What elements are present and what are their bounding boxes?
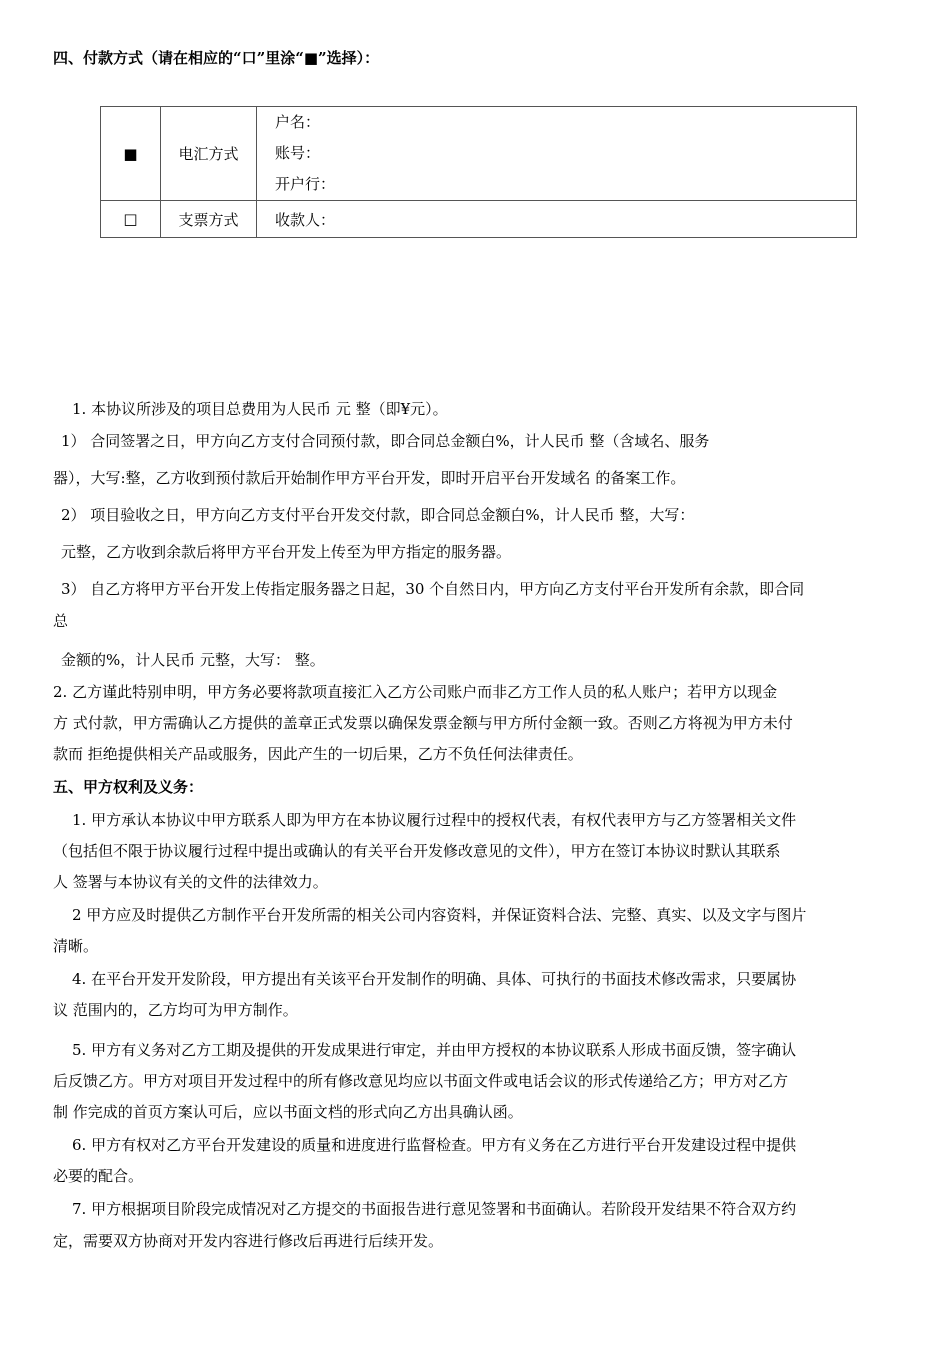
obligation-line: 制 作完成的首页方案认可后，应以书面文档的形式向乙方出具确认函。 bbox=[53, 1103, 523, 1121]
bank-field[interactable]: 开户行： bbox=[275, 175, 336, 193]
obligation-line: （包括但不限于协议履行过程中提出或确认的有关平台开发修改意见的文件），甲方在签订本协议时默认其联系 bbox=[53, 842, 781, 860]
section5-heading: 五、甲方权利及义务： bbox=[53, 778, 204, 796]
payment-line: 方 式付款，甲方需确认乙方提供的盖章正式发票以确保发票金额与甲方所付金额一致。否则乙方将视为甲方未付 bbox=[53, 714, 793, 732]
check-payment-label: 支票方式 bbox=[161, 201, 257, 238]
obligation-line: 1. 甲方承认本协议中甲方联系人即为甲方在本协议履行过程中的授权代表，有权代表甲方与乙方签署相关文件 bbox=[72, 811, 797, 829]
obligation-line: 后反馈乙方。甲方对项目开发过程中的所有修改意见均应以书面文件或电话会议的形式传递给乙方；甲方对乙方 bbox=[53, 1072, 789, 1090]
payment-line: 2. 乙方谨此特别申明，甲方务必要将款项直接汇入乙方公司账户而非乙方工作人员的私人账户；若甲方以现金 bbox=[53, 683, 778, 701]
table-row bbox=[101, 107, 857, 201]
obligation-line: 议 范围内的，乙方均可为甲方制作。 bbox=[53, 1001, 298, 1019]
obligation-line: 5. 甲方有义务对乙方工期及提供的开发成果进行审定，并由甲方授权的本协议联系人形成书面反馈，签字确认 bbox=[72, 1041, 797, 1059]
payment-line: 1. 本协议所涉及的项目总费用为人民币 元 整（即¥元）。 bbox=[72, 400, 448, 418]
account-number-field[interactable]: 账号： bbox=[275, 144, 321, 162]
obligation-line: 6. 甲方有权对乙方平台开发建设的质量和进度进行监督检查。甲方有义务在乙方进行平台开发建设过程中提供 bbox=[72, 1136, 797, 1154]
obligation-line: 人 签署与本协议有关的文件的法律效力。 bbox=[53, 873, 328, 891]
payment-line: 1） 合同签署之日，甲方向乙方支付合同预付款，即合同总金额白%，计人民币 整（含域名、服务 bbox=[61, 432, 710, 450]
check-payment-checkbox[interactable]: □ bbox=[101, 201, 161, 238]
payment-line: 元整，乙方收到余款后将甲方平台开发上传至为甲方指定的服务器。 bbox=[61, 543, 512, 561]
payment-line: 器），大写:整，乙方收到预付款后开始制作甲方平台开发，即时开启平台开发域名 的备案工作。 bbox=[53, 469, 686, 487]
section4-heading: 四、付款方式（请在相应的“口”里涂“■”选择）： bbox=[53, 49, 380, 67]
obligation-line: 清晰。 bbox=[53, 937, 99, 955]
payee-field[interactable]: 收款人： bbox=[257, 201, 857, 238]
payment-method-table bbox=[100, 106, 857, 238]
payment-line: 3） 自乙方将甲方平台开发上传指定服务器之日起，30 个自然日内，甲方向乙方支付平台开发所有余款，即合同 bbox=[61, 580, 805, 598]
wire-transfer-fields bbox=[257, 107, 857, 201]
payment-line: 2） 项目验收之日，甲方向乙方支付平台开发交付款，即合同总金额白%，计人民币 整，大写： bbox=[61, 506, 695, 524]
obligation-line: 2 甲方应及时提供乙方制作平台开发所需的相关公司内容资料，并保证资料合法、完整、真实、以及文字与图片 bbox=[72, 906, 807, 924]
wire-transfer-label: 电汇方式 bbox=[161, 107, 257, 201]
table-row bbox=[101, 201, 857, 238]
obligation-line: 必要的配合。 bbox=[53, 1167, 144, 1185]
payment-line: 金额的%，计人民币 元整，大写： 整。 bbox=[61, 651, 325, 669]
wire-transfer-checkbox[interactable]: ■ bbox=[101, 107, 161, 201]
payment-line: 总 bbox=[53, 612, 69, 630]
payment-line: 款而 拒绝提供相关产品或服务，因此产生的一切后果，乙方不负任何法律责任。 bbox=[53, 745, 583, 763]
obligation-line: 7. 甲方根据项目阶段完成情况对乙方提交的书面报告进行意见签署和书面确认。若阶段开发结果不符合双方约 bbox=[72, 1200, 797, 1218]
obligation-line: 4. 在平台开发开发阶段，甲方提出有关该平台开发制作的明确、具体、可执行的书面技术修改需求，只要属协 bbox=[72, 970, 797, 988]
account-name-field[interactable]: 户名： bbox=[275, 113, 321, 131]
obligation-line: 定，需要双方协商对开发内容进行修改后再进行后续开发。 bbox=[53, 1232, 444, 1250]
